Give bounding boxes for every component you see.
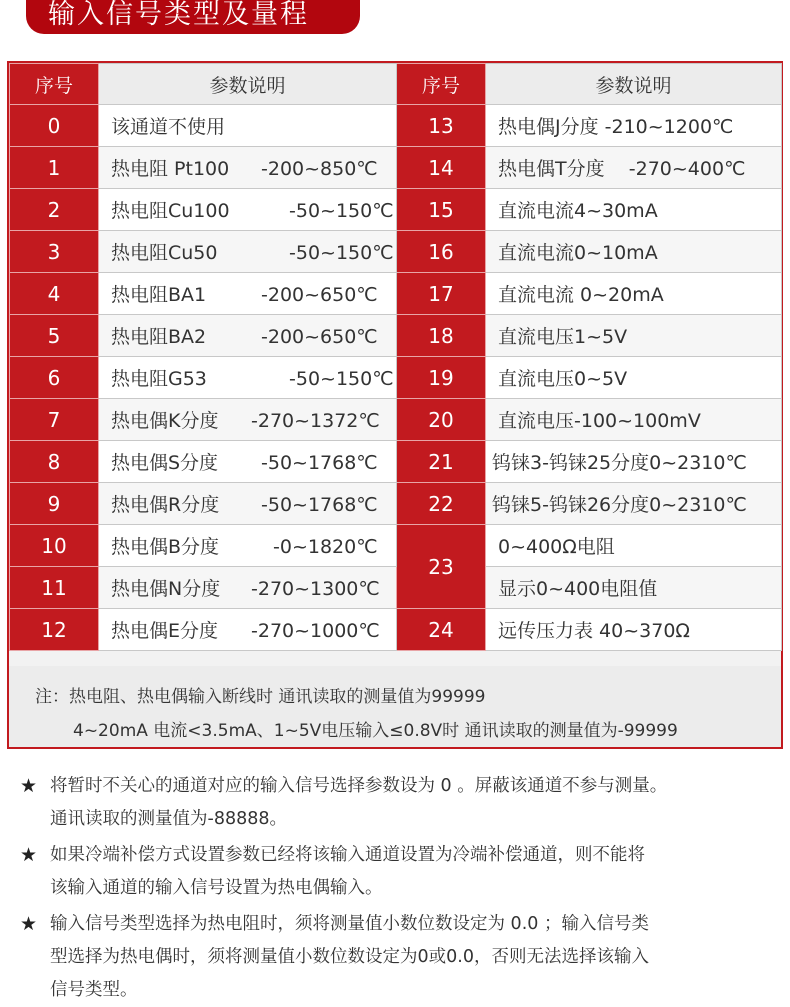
row-param: 热电偶T分度 -270~400℃ [486,147,782,189]
param-name: 热电偶K分度 [111,410,219,432]
param-range: -50~1768℃ [261,452,378,474]
row-num: 22 [397,483,486,525]
param-name: 热电偶B分度 [111,536,220,558]
row-param: 钨铼3-钨铼25分度0~2310℃ [486,441,782,483]
param-name: 热电阻G53 [111,368,207,390]
table-row [10,273,782,315]
row-num: 7 [10,399,99,441]
param-name: 热电阻 Pt100 [111,158,230,180]
row-param [99,315,397,357]
row-num: 24 [397,609,486,651]
param-name: 热电偶E分度 [111,620,219,642]
row-num: 4 [10,273,99,315]
param-range: -200~650℃ [261,326,378,348]
remark-item [20,908,785,1007]
row-param: 直流电流0~10mA [486,231,782,273]
row-param: 直流电流4~30mA [486,189,782,231]
param-name: 热电阻Cu50 [111,242,218,264]
header-num-left: 序号 [10,64,99,105]
row-param: 直流电压-100~100mV [486,399,782,441]
remark-line: 型选择为热电偶时，须将测量值小数位数设定为0或0.0，否则无法选择该输入 [50,947,649,967]
row-num: 15 [397,189,486,231]
table-row [10,609,782,651]
page-title: 输入信号类型及量程 [26,0,360,34]
row-num: 11 [10,567,99,609]
row-param: 直流电流 0~20mA [486,273,782,315]
row-param: 钨铼5-钨铼26分度0~2310℃ [486,483,782,525]
param-name: 热电偶N分度 [111,578,221,600]
row-param [99,147,397,189]
param-range: -200~850℃ [261,158,378,180]
param-range: -0~1820℃ [273,536,378,558]
remark-line: 通讯读取的测量值为-88888。 [50,809,287,829]
row-param [99,441,397,483]
row-num: 14 [397,147,486,189]
table-note [9,666,781,747]
row-param [99,189,397,231]
row-param [99,483,397,525]
row-param [99,609,397,651]
note-line-1: 注：热电阻、热电偶输入断线时 通讯读取的测量值为99999 [35,687,486,707]
table-row [10,567,782,609]
param-range: -270~1300℃ [251,578,380,600]
table-row [10,231,782,273]
row-param [99,567,397,609]
table-row [10,357,782,399]
row-param: 直流电压1~5V [486,315,782,357]
table-row [10,105,782,147]
param-name: 该通道不使用 [111,116,226,138]
row-num: 18 [397,315,486,357]
row-num: 0 [10,105,99,147]
param-range: -270~1372℃ [251,410,380,432]
remark-item [20,770,785,836]
row-param [99,273,397,315]
remark-line: 如果冷端补偿方式设置参数已经将该输入通道设置为冷端补偿通道，则不能将 [50,845,645,865]
row-param: 0~400Ω电阻 [486,525,782,567]
row-param [99,525,397,567]
row-param [99,357,397,399]
param-range: -50~150℃ [289,200,394,222]
table-row [10,441,782,483]
remark-line: 信号类型。 [50,980,138,1000]
row-num: 3 [10,231,99,273]
signal-spec-table [9,63,782,651]
row-param: 远传压力表 40~370Ω [486,609,782,651]
param-range: -50~1768℃ [261,494,378,516]
row-num: 13 [397,105,486,147]
param-range: -50~150℃ [289,242,394,264]
row-num: 1 [10,147,99,189]
row-num: 5 [10,315,99,357]
row-param [99,105,397,147]
remark-line: 将暂时不关心的通道对应的输入信号选择参数设为 0 。屏蔽该通道不参与测量。 [50,776,668,796]
row-num: 20 [397,399,486,441]
header-num-right: 序号 [397,64,486,105]
row-num: 2 [10,189,99,231]
row-num: 21 [397,441,486,483]
remarks-list [20,770,785,1007]
remark-line: 输入信号类型选择为热电阻时，须将测量值小数位数设定为 0.0 ；输入信号类 [50,914,649,934]
param-range: -270~1000℃ [251,620,380,642]
row-num: 17 [397,273,486,315]
remark-line: 该输入通道的输入信号设置为热电偶输入。 [50,878,383,898]
table-row [10,189,782,231]
row-param [99,231,397,273]
param-name: 热电阻Cu100 [111,200,230,222]
row-num: 6 [10,357,99,399]
param-name: 热电偶R分度 [111,494,220,516]
row-num: 19 [397,357,486,399]
row-param [99,399,397,441]
table-row [10,147,782,189]
signal-spec-panel [7,61,783,749]
row-param: 显示0~400电阻值 [486,567,782,609]
param-range: -50~150℃ [289,368,394,390]
param-range: -200~650℃ [261,284,378,306]
table-row [10,315,782,357]
remark-item [20,839,785,905]
row-num: 12 [10,609,99,651]
star-icon: ★ [20,913,38,935]
row-param: 热电偶J分度 -210~1200℃ [486,105,782,147]
header-param-left: 参数说明 [99,64,397,105]
param-name: 热电偶S分度 [111,452,219,474]
param-name: 热电阻BA2 [111,326,207,348]
row-num: 16 [397,231,486,273]
row-num: 23 [397,525,486,609]
note-line-2: 4~20mA 电流<3.5mA、1~5V电压输入≤0.8V时 通讯读取的测量值为-99999 [73,721,678,741]
table-row [10,483,782,525]
param-name: 热电阻BA1 [111,284,207,306]
table-row [10,399,782,441]
row-param: 直流电压0~5V [486,357,782,399]
row-num: 8 [10,441,99,483]
table-row [10,525,782,567]
star-icon: ★ [20,775,38,797]
row-num: 9 [10,483,99,525]
table-header-row [10,64,782,105]
header-param-right: 参数说明 [486,64,782,105]
star-icon: ★ [20,844,38,866]
row-num: 10 [10,525,99,567]
